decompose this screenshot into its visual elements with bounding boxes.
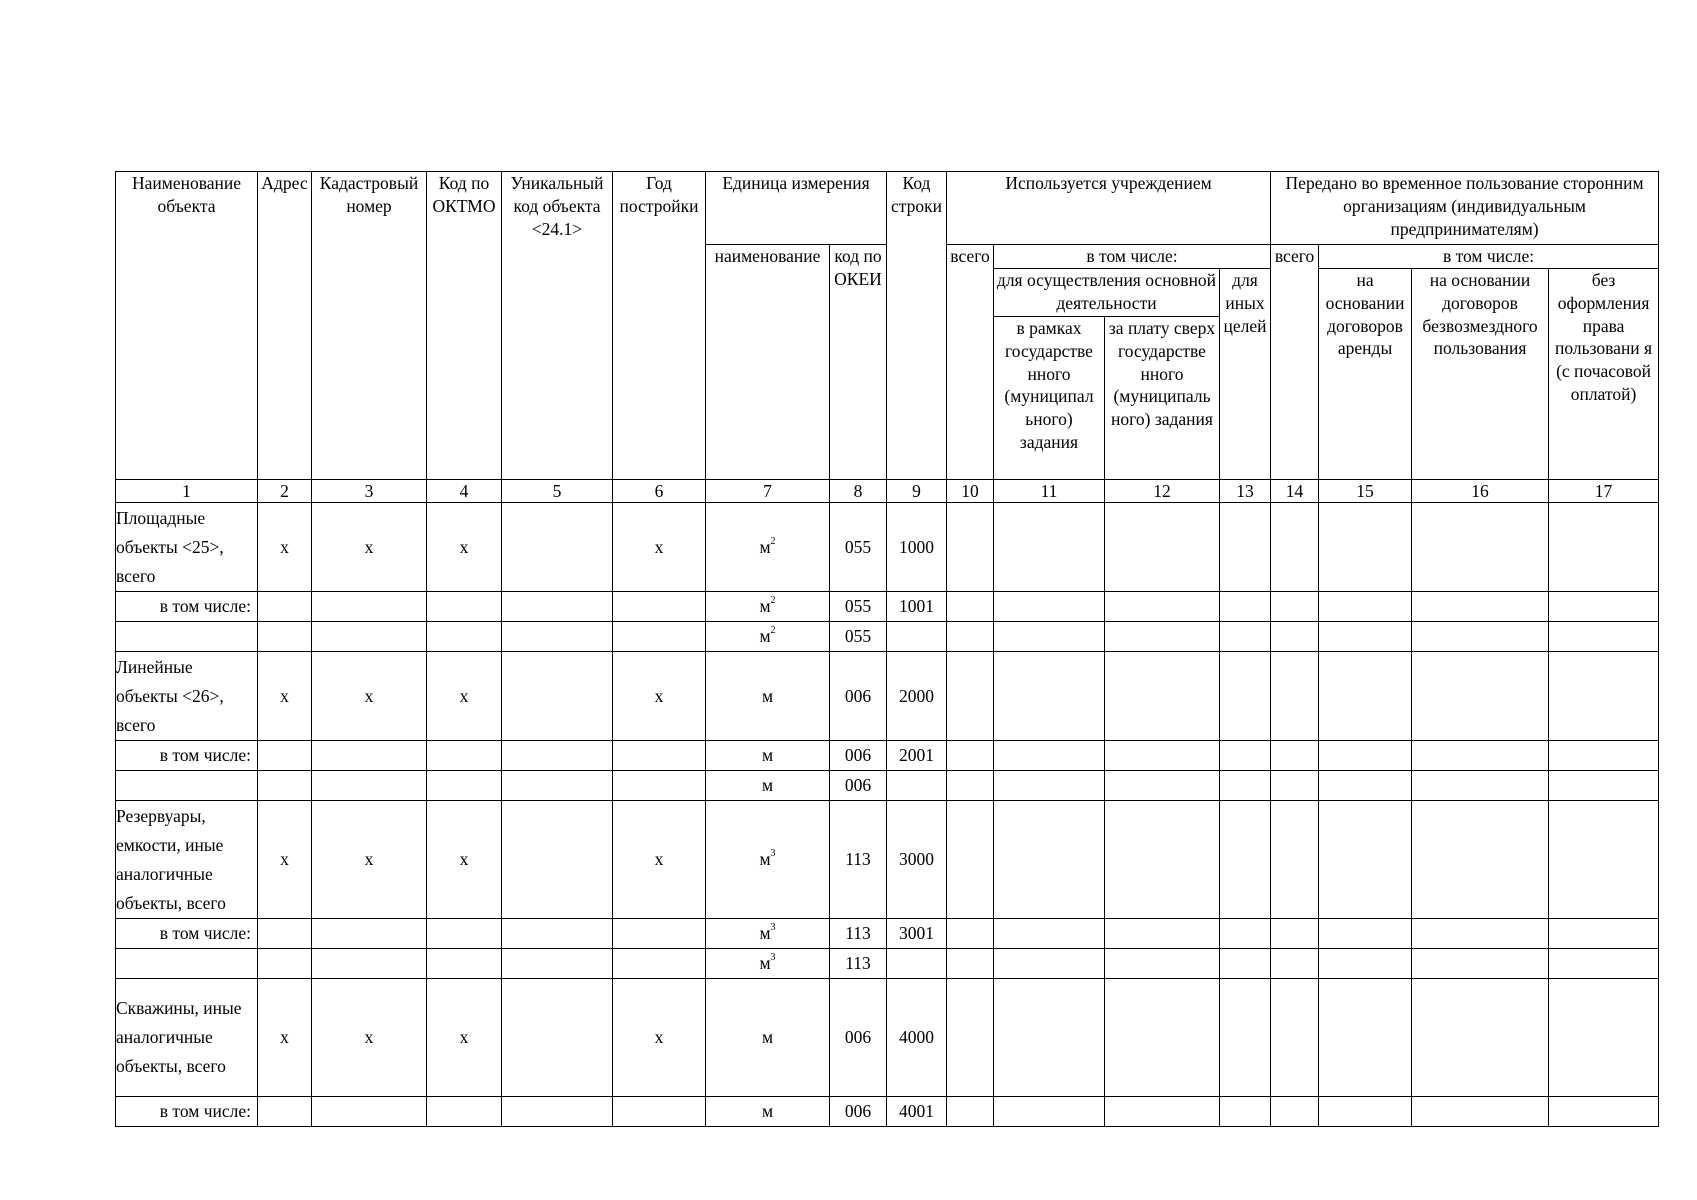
data-cell[interactable] [613,741,706,771]
row-code: 2000 [887,652,947,741]
okei-code: 055 [830,592,887,622]
data-cell[interactable] [1271,503,1319,592]
data-cell[interactable] [427,741,502,771]
data-cell[interactable] [312,919,427,949]
data-cell[interactable] [1412,979,1549,1097]
col-num: 6 [613,480,706,503]
data-cell[interactable] [502,801,613,919]
data-cell[interactable] [613,771,706,801]
data-cell[interactable] [994,771,1105,801]
header-no-right: без оформления права пользовани я (с почасовой оплатой) [1549,269,1659,480]
data-cell[interactable] [1412,741,1549,771]
data-cell[interactable] [1319,949,1412,979]
data-cell[interactable] [887,622,947,652]
header-unit-okei: код по ОКЕИ [830,245,887,480]
section-label: Резервуары, емкости, иные аналогичные объекты, всего [116,801,258,919]
data-cell[interactable] [1105,771,1220,801]
header-paid-over: за плату сверх государстве нного (муниципаль ного) задания [1105,317,1220,480]
unit-cell: м [706,771,830,801]
data-cell[interactable] [1271,979,1319,1097]
data-cell[interactable] [1412,949,1549,979]
data-cell[interactable] [1549,949,1659,979]
row-code: 1001 [887,592,947,622]
data-cell[interactable] [258,949,312,979]
unit-sup: 3 [770,848,776,860]
header-used-including: в том числе: [994,245,1271,269]
header-free-use: на основании договоров безвозмездного пользования [1412,269,1549,480]
unit-cell [706,503,830,592]
header-row-code: Код строки [887,172,947,480]
row-code: 3000 [887,801,947,919]
data-cell[interactable] [258,919,312,949]
data-cell[interactable] [502,503,613,592]
data-cell[interactable] [502,592,613,622]
data-cell[interactable] [1319,1097,1412,1127]
row-code: 3001 [887,919,947,949]
okei-code: 113 [830,949,887,979]
data-cell[interactable] [427,1097,502,1127]
data-cell[interactable] [1105,979,1220,1097]
header-cadastral: Кадастровый номер [312,172,427,480]
header-other-purposes: для иных целей [1220,269,1271,480]
data-cell[interactable] [947,801,994,919]
data-cell[interactable] [947,503,994,592]
unit-name: м [759,849,771,870]
data-cell[interactable] [502,949,613,979]
data-cell[interactable] [994,741,1105,771]
data-cell[interactable] [1220,949,1271,979]
data-cell[interactable] [258,622,312,652]
unit-cell [706,949,830,979]
data-cell[interactable] [116,771,258,801]
header-main-activity: для осуществления основной деятельности [994,269,1220,317]
unit-cell: м [706,741,830,771]
data-cell[interactable] [994,919,1105,949]
x-mark: x [427,503,502,592]
header-transferred-total: всего [1271,245,1319,480]
data-cell[interactable] [613,592,706,622]
data-cell[interactable] [1549,1097,1659,1127]
data-cell[interactable] [1319,919,1412,949]
including-label: в том числе: [116,1097,258,1127]
x-mark: x [258,801,312,919]
data-cell[interactable] [994,592,1105,622]
unit-sup: 3 [770,922,776,934]
data-cell[interactable] [947,979,994,1097]
row-code: 4001 [887,1097,947,1127]
data-cell[interactable] [258,771,312,801]
data-cell[interactable] [1271,592,1319,622]
unit-cell: м [706,979,830,1097]
data-cell[interactable] [502,652,613,741]
header-unit: Единица измерения [706,172,887,245]
col-num: 8 [830,480,887,503]
unit-cell: м [706,1097,830,1127]
section-label: Линейные объекты <26>, всего [116,652,258,741]
unit-name: м [759,953,771,974]
header-year: Год постройки [613,172,706,480]
including-label: в том числе: [116,741,258,771]
data-cell[interactable] [312,1097,427,1127]
x-mark: x [613,801,706,919]
okei-code: 113 [830,919,887,949]
data-cell[interactable] [502,979,613,1097]
data-cell[interactable] [502,771,613,801]
data-cell[interactable] [1220,503,1271,592]
data-cell[interactable] [1105,622,1220,652]
data-cell[interactable] [994,801,1105,919]
unit-cell [706,919,830,949]
header-unique-code: Уникальный код объекта <24.1> [502,172,613,480]
okei-code: 006 [830,979,887,1097]
property-table [115,171,1659,1127]
data-cell[interactable] [312,771,427,801]
data-cell[interactable] [1271,801,1319,919]
data-cell[interactable] [1220,979,1271,1097]
data-cell[interactable] [312,622,427,652]
data-cell[interactable] [116,949,258,979]
header-used-by: Используется учреждением [947,172,1271,245]
header-transferred-including: в том числе: [1319,245,1659,269]
data-cell[interactable] [427,592,502,622]
data-cell[interactable] [887,949,947,979]
col-num: 10 [947,480,994,503]
x-mark: x [427,652,502,741]
data-cell[interactable] [1319,592,1412,622]
x-mark: x [427,979,502,1097]
data-cell[interactable] [994,503,1105,592]
data-cell[interactable] [1271,622,1319,652]
data-cell[interactable] [312,592,427,622]
col-num: 12 [1105,480,1220,503]
x-mark: x [613,503,706,592]
data-cell[interactable] [994,949,1105,979]
data-cell[interactable] [947,771,994,801]
data-cell[interactable] [116,622,258,652]
data-cell[interactable] [1271,919,1319,949]
x-mark: x [312,652,427,741]
including-label: в том числе: [116,919,258,949]
data-cell[interactable] [1220,592,1271,622]
data-cell[interactable] [613,622,706,652]
header-lease: на основании договоров аренды [1319,269,1412,480]
data-cell[interactable] [1271,1097,1319,1127]
including-label: в том числе: [116,592,258,622]
okei-code: 006 [830,771,887,801]
data-cell[interactable] [1271,652,1319,741]
data-cell[interactable] [1549,801,1659,919]
data-cell[interactable] [1319,503,1412,592]
okei-code: 055 [830,622,887,652]
x-mark: x [613,652,706,741]
data-cell[interactable] [502,1097,613,1127]
data-cell[interactable] [1220,1097,1271,1127]
col-num: 17 [1549,480,1659,503]
data-cell[interactable] [1220,741,1271,771]
x-mark: x [427,801,502,919]
data-cell[interactable] [947,919,994,949]
unit-sup: 2 [770,535,776,547]
data-cell[interactable] [1105,503,1220,592]
data-cell[interactable] [1549,503,1659,592]
data-cell[interactable] [994,622,1105,652]
header-unit-name: наименование [706,245,830,480]
x-mark: x [312,503,427,592]
data-cell[interactable] [1549,592,1659,622]
data-cell[interactable] [994,1097,1105,1127]
data-cell[interactable] [1549,741,1659,771]
x-mark: x [258,652,312,741]
data-cell[interactable] [1319,741,1412,771]
data-cell[interactable] [1319,801,1412,919]
data-cell[interactable] [1271,741,1319,771]
unit-sup: 2 [770,595,776,607]
data-cell[interactable] [1412,592,1549,622]
header-transferred: Передано во временное пользование сторонним организациям (индивидуальным предпринимателям) [1271,172,1659,245]
unit-cell [706,592,830,622]
x-mark: x [258,503,312,592]
data-cell[interactable] [502,919,613,949]
data-cell[interactable] [1271,771,1319,801]
data-cell[interactable] [947,652,994,741]
data-cell[interactable] [312,949,427,979]
data-cell[interactable] [613,919,706,949]
data-cell[interactable] [947,1097,994,1127]
okei-code: 055 [830,503,887,592]
data-cell[interactable] [1319,979,1412,1097]
data-cell[interactable] [613,1097,706,1127]
data-cell[interactable] [1412,801,1549,919]
data-cell[interactable] [427,919,502,949]
col-num: 16 [1412,480,1549,503]
data-cell[interactable] [1220,801,1271,919]
unit-name: м [759,536,771,557]
data-cell[interactable] [258,1097,312,1127]
data-cell[interactable] [1412,771,1549,801]
data-cell[interactable] [502,622,613,652]
data-cell[interactable] [427,949,502,979]
x-mark: x [613,979,706,1097]
okei-code: 006 [830,652,887,741]
x-mark: x [312,801,427,919]
section-label: Скважины, иные аналогичные объекты, всего [116,979,258,1097]
x-mark: x [258,979,312,1097]
col-num: 1 [116,480,258,503]
col-num: 11 [994,480,1105,503]
data-cell[interactable] [1412,622,1549,652]
data-cell[interactable] [1549,771,1659,801]
col-num: 3 [312,480,427,503]
col-num: 13 [1220,480,1271,503]
header-state-task: в рамках государстве нного (муниципал ьного) задания [994,317,1105,480]
row-code: 1000 [887,503,947,592]
data-cell[interactable] [1549,622,1659,652]
col-num: 7 [706,480,830,503]
unit-name: м [759,923,771,944]
data-cell[interactable] [502,741,613,771]
data-cell[interactable] [1105,801,1220,919]
col-num: 9 [887,480,947,503]
data-cell[interactable] [1105,949,1220,979]
unit-name: м [759,596,771,617]
data-cell[interactable] [1319,771,1412,801]
data-cell[interactable] [994,652,1105,741]
col-num: 4 [427,480,502,503]
data-cell[interactable] [1412,1097,1549,1127]
unit-sup: 3 [770,952,776,964]
data-cell[interactable] [887,771,947,801]
col-num: 2 [258,480,312,503]
section-label: Площадные объекты <25>, всего [116,503,258,592]
data-cell[interactable] [1105,919,1220,949]
okei-code: 006 [830,741,887,771]
data-cell[interactable] [258,741,312,771]
data-cell[interactable] [613,949,706,979]
unit-cell [706,622,830,652]
okei-code: 113 [830,801,887,919]
data-cell[interactable] [1412,919,1549,949]
data-cell[interactable] [258,592,312,622]
data-cell[interactable] [1220,622,1271,652]
data-cell[interactable] [1549,652,1659,741]
row-code: 4000 [887,979,947,1097]
data-cell[interactable] [994,979,1105,1097]
data-cell[interactable] [1220,771,1271,801]
header-address: Адрес [258,172,312,480]
data-cell[interactable] [427,771,502,801]
data-cell[interactable] [1105,592,1220,622]
data-cell[interactable] [1549,919,1659,949]
data-cell[interactable] [1105,652,1220,741]
data-cell[interactable] [947,592,994,622]
col-num: 14 [1271,480,1319,503]
okei-code: 006 [830,1097,887,1127]
header-name: Наименование объекта [116,172,258,480]
header-oktmo: Код по ОКТМО [427,172,502,480]
x-mark: x [312,979,427,1097]
data-cell[interactable] [312,741,427,771]
data-cell[interactable] [1220,919,1271,949]
data-cell[interactable] [1271,949,1319,979]
data-cell[interactable] [1549,979,1659,1097]
data-cell[interactable] [1220,652,1271,741]
unit-name: м [759,626,771,647]
data-cell[interactable] [947,741,994,771]
data-cell[interactable] [1412,652,1549,741]
data-cell[interactable] [1319,622,1412,652]
data-cell[interactable] [1412,503,1549,592]
data-cell[interactable] [1105,741,1220,771]
data-cell[interactable] [1105,1097,1220,1127]
data-cell[interactable] [1319,652,1412,741]
data-cell[interactable] [947,622,994,652]
col-num: 15 [1319,480,1412,503]
data-cell[interactable] [427,622,502,652]
unit-cell [706,801,830,919]
data-cell[interactable] [947,949,994,979]
unit-cell: м [706,652,830,741]
header-used-total: всего [947,245,994,480]
row-code: 2001 [887,741,947,771]
col-num: 5 [502,480,613,503]
unit-sup: 2 [770,625,776,637]
